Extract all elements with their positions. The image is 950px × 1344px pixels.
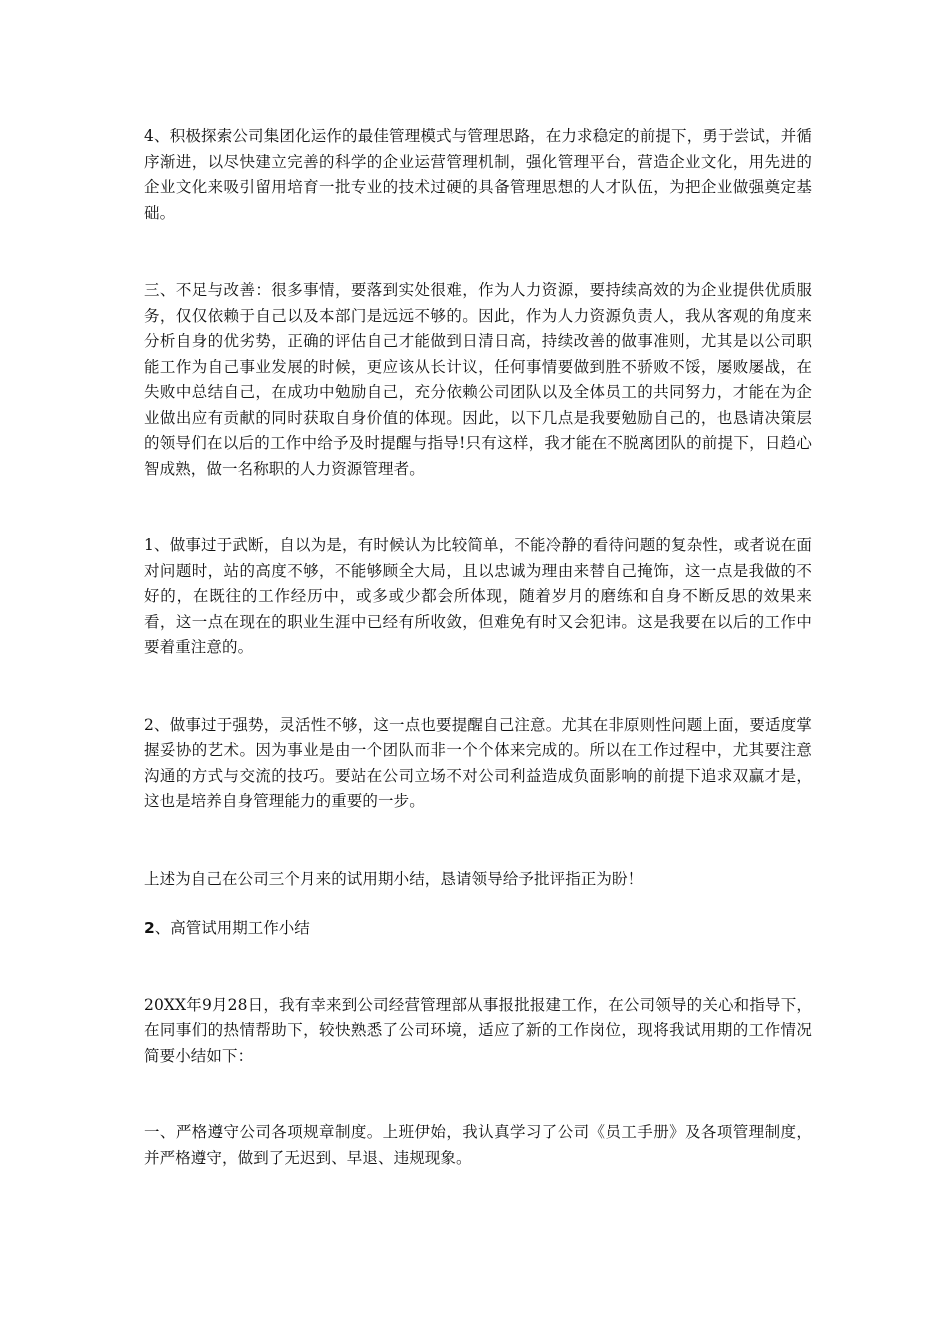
section-heading	[144, 916, 812, 942]
document-page	[144, 124, 812, 1171]
paragraph-4: 2、做事过于强势，灵活性不够，这一点也要提醒自己注意。尤其在非原则性问题上面，要适度掌握妥协的艺术。因为事业是由一个团队而非一个个体来完成的。所以在工作过程中，尤其要注意沟通的方式与交流的技巧。要站在公司立场不对公司利益造成负面影响的前提下追求双赢才是，这也是培养自身管理能力的重要的一步。	[144, 715, 812, 810]
section-heading-number: 2	[144, 919, 155, 937]
paragraph-7: 一、严格遵守公司各项规章制度。上班伊始，我认真学习了公司《员工手册》及各项管理制度，并严格遵守，做到了无迟到、早退、违规现象。	[144, 1123, 812, 1167]
paragraph-2: 三、不足与改善：很多事情，要落到实处很难，作为人力资源，要持续高效的为企业提供优质服务，仅仅依赖于自己以及本部门是远远不够的。因此，作为人力资源负责人，我从客观的角度来分析自身的优劣势，正确的评估自己才能做到日清日高，持续改善的做事准则，尤其是以公司职能工作为自己事业发展的时候，更应该从长计议，任何事情要做到胜不骄败不馁，屡败屡战，在失败中总结自己，在成功中勉励自己，充分依赖公司团队以及全体员工的共同努力，才能在为企业做出应有贡献的同时获取自身价值的体现。因此，以下几点是我要勉励自己的，也恳请决策层的领导们在以后的工作中给予及时提醒与指导!只有这样，我才能在不脱离团队的前提下，日趋心智成熟，做一名称职的人力资源管理者。	[144, 281, 812, 478]
paragraph-1: 4、积极探索公司集团化运作的最佳管理模式与管理思路，在力求稳定的前提下，勇于尝试，并循序渐进，以尽快建立完善的科学的企业运营管理机制，强化管理平台，营造企业文化，用先进的企业文化来吸引留用培育一批专业的技术过硬的具备管理思想的人才队伍，为把企业做强奠定基础。	[144, 127, 812, 222]
paragraph-6: 20XX年9月28日，我有幸来到公司经营管理部从事报批报建工作，在公司领导的关心和指导下，在同事们的热情帮助下，较快熟悉了公司环境，适应了新的工作岗位，现将我试用期的工作情况简要小结如下：	[144, 995, 812, 1065]
paragraph-5: 上述为自己在公司三个月来的试用期小结，恳请领导给予批评指正为盼！	[144, 869, 644, 888]
paragraph-3: 1、做事过于武断，自以为是，有时候认为比较简单，不能冷静的看待问题的复杂性，或者说在面对问题时，站的高度不够，不能够顾全大局，且以忠诚为理由来替自己掩饰，这一点是我做的不好的，在既往的工作经历中，或多或少都会所体现，随着岁月的磨练和自身不断反思的效果来看，这一点在现在的职业生涯中已经有所收敛，但难免有时又会犯讳。这是我要在以后的工作中要着重注意的。	[144, 536, 812, 656]
section-heading-text: 、高管试用期工作小结	[154, 919, 310, 937]
